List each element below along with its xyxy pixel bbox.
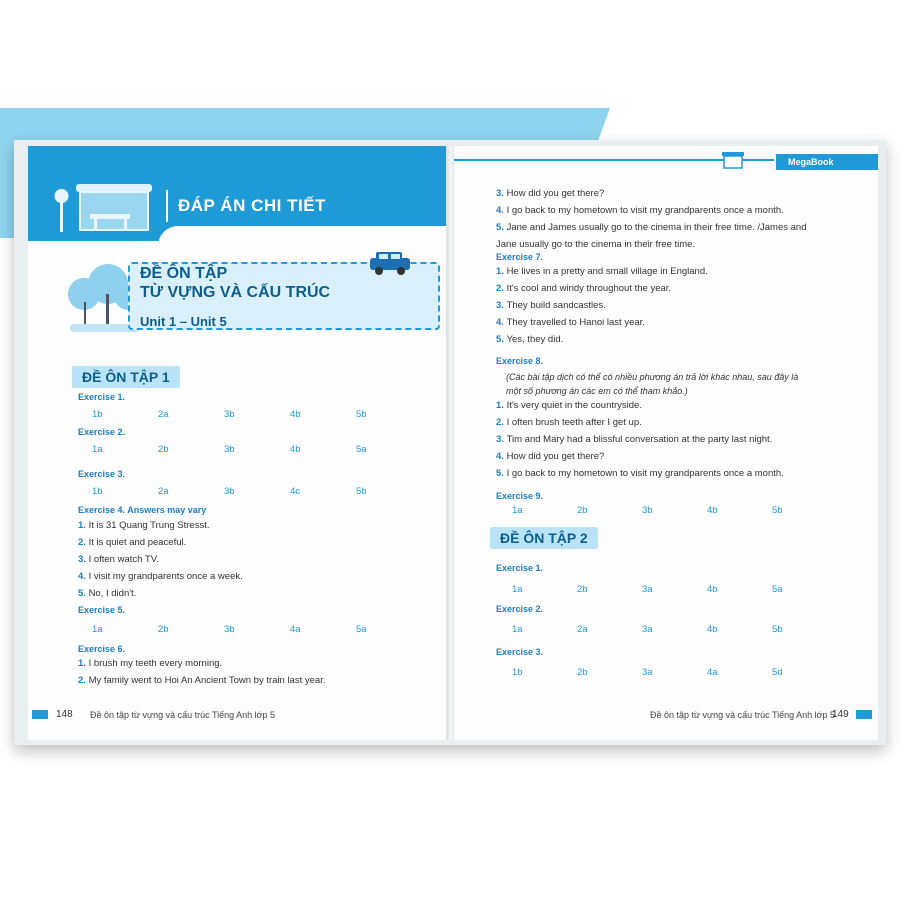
exercise-2-label: Exercise 2.: [78, 427, 126, 437]
answer-line: [78, 675, 325, 686]
line-number: 5.: [78, 588, 89, 599]
line-text: I often watch TV.: [88, 554, 159, 565]
answer-item: 3a: [642, 624, 653, 635]
answer-item: 2b: [158, 624, 169, 635]
answer-item: 4b: [290, 444, 301, 455]
answer-item: 4b: [707, 624, 718, 635]
answer-item: 1b: [512, 667, 523, 678]
answer-item: 5a: [772, 584, 783, 595]
page-number: 149: [832, 709, 849, 720]
page-number: 148: [56, 709, 73, 720]
line-text: They build sandcastles.: [506, 300, 606, 311]
answer-item: 1b: [92, 409, 103, 420]
answer-line: [496, 468, 784, 479]
line-text: Jane usually go to the cinema in their free time.: [496, 239, 696, 250]
exercise-3-label: Exercise 3.: [78, 469, 126, 479]
line-number: 5.: [496, 468, 507, 479]
answer-line: [496, 400, 642, 411]
footer-bar: [856, 710, 872, 719]
answer-item: 4b: [290, 409, 301, 420]
bus-stop-icon: [46, 178, 158, 238]
answer-line: [496, 205, 784, 216]
line-text: Yes, they did.: [506, 334, 564, 345]
answer-item: 3b: [224, 486, 235, 497]
answer-item: 2a: [158, 486, 169, 497]
exercise-8-label: Exercise 8.: [496, 356, 544, 366]
answer-line: [78, 520, 209, 531]
line-text: No, I didn't.: [88, 588, 137, 599]
line-text: It is 31 Quang Trung Stresst.: [88, 520, 210, 531]
exercise-1-label: Exercise 1.: [78, 392, 126, 402]
exercise-8-note-2: một số phương án các em có thể tham khảo.): [506, 386, 688, 396]
answer-line: [496, 283, 671, 294]
footer-bar: [32, 710, 48, 719]
line-text: I go back to my hometown to visit my grandparents once a month.: [506, 468, 784, 479]
exercise-4-label: Exercise 4. Answers may vary: [78, 505, 207, 515]
line-text: Jane and James usually go to the cinema in their free time. /James and: [506, 222, 807, 233]
answer-item: 1a: [92, 444, 103, 455]
line-number: 2.: [78, 537, 89, 548]
answer-item: 2b: [577, 505, 588, 516]
answer-item: 5b: [356, 409, 367, 420]
answer-line: [496, 239, 695, 250]
answer-item: 3a: [642, 584, 653, 595]
answer-line: [496, 300, 606, 311]
line-number: 1.: [78, 520, 89, 531]
line-number: 5.: [496, 222, 507, 233]
answer-line: [78, 537, 186, 548]
answer-item: 2b: [158, 444, 169, 455]
answer-item: 4c: [290, 486, 301, 497]
line-number: 3.: [496, 188, 507, 199]
line-text: I often brush teeth after I get up.: [506, 417, 642, 428]
answer-line: [496, 434, 772, 445]
answer-item: 4a: [290, 624, 301, 635]
answer-item: 4b: [707, 584, 718, 595]
line-number: 4.: [496, 205, 507, 216]
line-number: 5.: [496, 334, 507, 345]
answer-line: [496, 317, 645, 328]
section-heading-2: ĐỀ ÔN TẬP 2: [490, 527, 598, 549]
line-number: 1.: [496, 400, 507, 411]
answer-item: 2b: [577, 584, 588, 595]
line-number: 4.: [496, 451, 507, 462]
line-number: 2.: [496, 283, 507, 294]
line-text: I brush my teeth every morning.: [88, 658, 223, 669]
banner-title: [140, 264, 330, 302]
bus-stop-small-icon: [720, 150, 746, 170]
exercise-7-label: Exercise 7.: [496, 252, 544, 262]
answer-line: [78, 571, 243, 582]
left-page: [28, 146, 448, 740]
answer-line: [496, 334, 563, 345]
answer-item: 1a: [512, 624, 523, 635]
section-heading-1: ĐỀ ÔN TẬP 1: [72, 366, 180, 388]
banner-unit: Unit 1 – Unit 5: [140, 314, 227, 329]
s2-exercise-3-label: Exercise 3.: [496, 647, 544, 657]
answer-item: 2a: [158, 409, 169, 420]
line-text: Tim and Mary had a blissful conversation at the party last night.: [506, 434, 773, 445]
footer-text: Đề ôn tập từ vựng và cấu trúc Tiếng Anh lớp 5: [90, 710, 276, 720]
header-curve: [158, 226, 448, 246]
line-text: I go back to my hometown to visit my grandparents once a month.: [506, 205, 784, 216]
answer-line: [496, 451, 604, 462]
banner-line-2: TỪ VỰNG VÀ CẤU TRÚC: [140, 284, 331, 301]
answer-line: [78, 658, 222, 669]
exercise-9-label: Exercise 9.: [496, 491, 544, 501]
line-text: They travelled to Hanoi last year.: [506, 317, 645, 328]
answer-item: 4b: [707, 505, 718, 516]
answer-item: 2b: [577, 667, 588, 678]
line-number: 2.: [78, 675, 89, 686]
s2-exercise-1-label: Exercise 1.: [496, 563, 544, 573]
answer-item: 1a: [92, 624, 103, 635]
line-text: It's very quiet in the countryside.: [506, 400, 642, 411]
answer-line: [496, 417, 642, 428]
answer-line: [496, 266, 708, 277]
answer-item: 5b: [772, 624, 783, 635]
line-text: He lives in a pretty and small village in England.: [506, 266, 708, 277]
line-text: It is quiet and peaceful.: [88, 537, 187, 548]
answer-line: [496, 222, 807, 233]
footer-text: Đề ôn tập từ vựng và cấu trúc Tiếng Anh lớp 5: [650, 710, 836, 720]
answer-item: 3a: [642, 667, 653, 678]
megabook-logo: MegaBook: [776, 154, 878, 170]
right-page: [454, 146, 878, 740]
line-text: It's cool and windy throughout the year.: [506, 283, 672, 294]
answer-item: 3b: [224, 444, 235, 455]
line-text: How did you get there?: [506, 188, 605, 199]
page-title: ĐÁP ÁN CHI TIẾT: [178, 196, 326, 215]
banner-line-1: ĐỀ ÔN TẬP: [140, 265, 228, 282]
line-number: 3.: [78, 554, 89, 565]
answer-item: 1b: [92, 486, 103, 497]
answer-line: [496, 188, 604, 199]
answer-item: 1a: [512, 505, 523, 516]
line-text: How did you get there?: [506, 451, 605, 462]
line-number: 2.: [496, 417, 507, 428]
line-number: 4.: [496, 317, 507, 328]
answer-item: 3b: [642, 505, 653, 516]
s2-exercise-2-label: Exercise 2.: [496, 604, 544, 614]
line-text: My family went to Hoi An Ancient Town by train last year.: [88, 675, 326, 686]
answer-item: 5d: [772, 667, 783, 678]
answer-item: 3b: [224, 409, 235, 420]
answer-item: 4a: [707, 667, 718, 678]
answer-item: 1a: [512, 584, 523, 595]
answer-item: 3b: [224, 624, 235, 635]
exercise-5-label: Exercise 5.: [78, 605, 126, 615]
car-icon: [368, 250, 412, 276]
answer-item: 5b: [772, 505, 783, 516]
answer-line: [78, 588, 136, 599]
exercise-6-label: Exercise 6.: [78, 644, 126, 654]
answer-item: 5a: [356, 624, 367, 635]
line-number: 4.: [78, 571, 89, 582]
line-number: 1.: [496, 266, 507, 277]
title-divider: [166, 190, 168, 222]
line-number: 3.: [496, 300, 507, 311]
line-text: I visit my grandparents once a week.: [88, 571, 243, 582]
answer-line: [78, 554, 159, 565]
exercise-8-note-1: (Các bài tập dịch có thể có nhiều phương án trả lời khác nhau, sau đây là: [506, 372, 799, 382]
line-number: 3.: [496, 434, 507, 445]
answer-item: 5a: [356, 444, 367, 455]
line-number: 1.: [78, 658, 89, 669]
answer-item: 2a: [577, 624, 588, 635]
answer-item: 5b: [356, 486, 367, 497]
